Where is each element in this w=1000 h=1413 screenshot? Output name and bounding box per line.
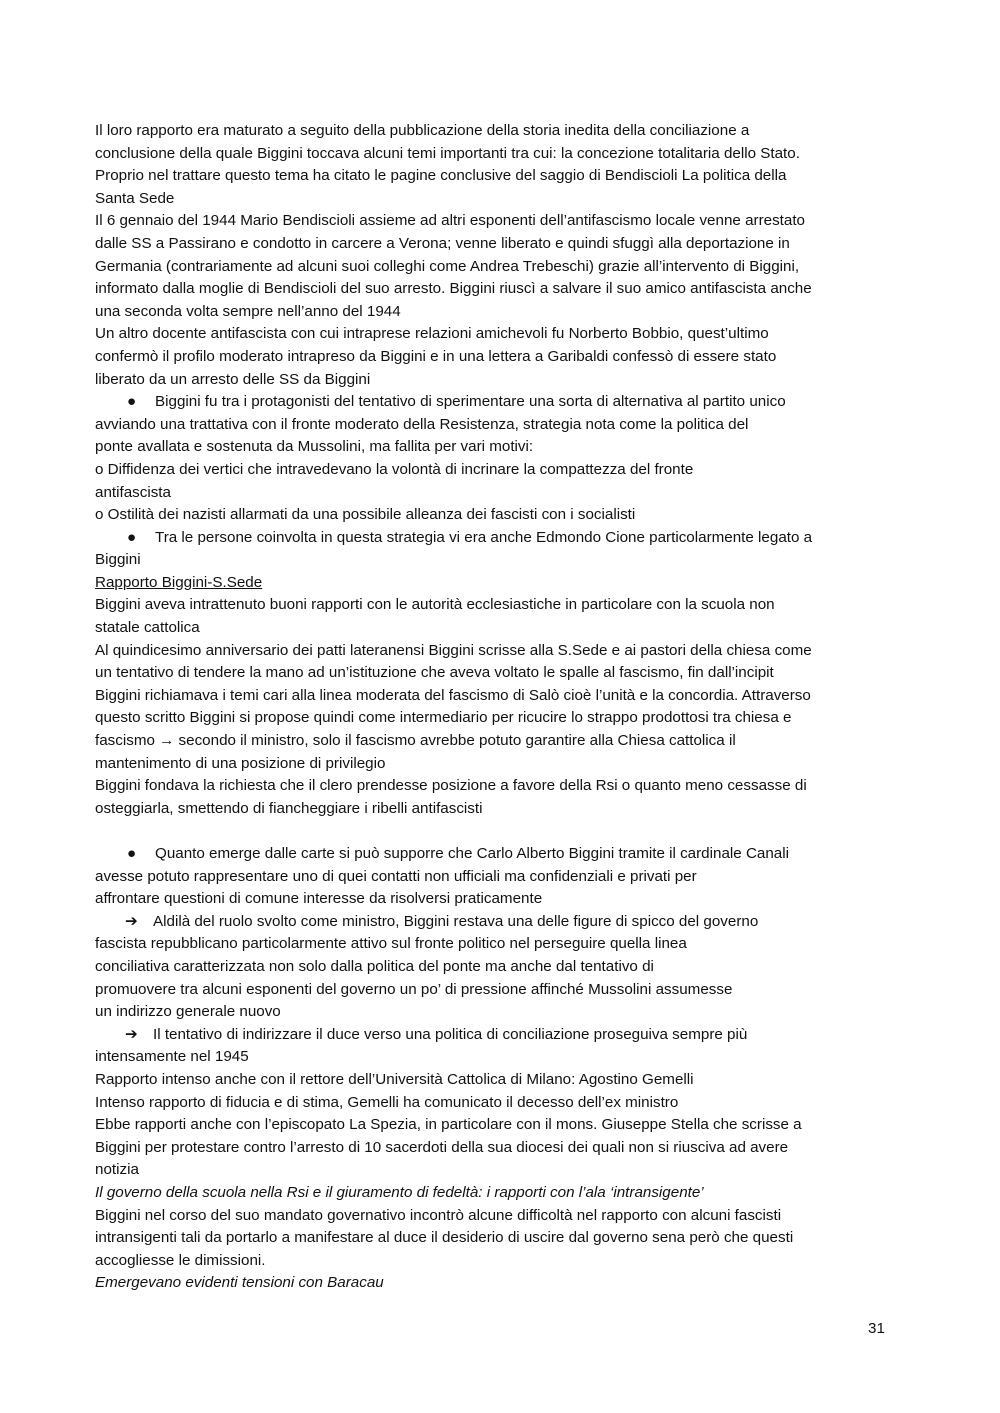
- text-line: dalle SS a Passirano e condotto in carcere a Verona; venne liberato e quindi sfuggì alla deportazione in: [95, 234, 790, 252]
- bullet-text: Biggini fu tra i protagonisti del tentativo di sperimentare una sorta di alternativa al partito unico: [155, 393, 786, 411]
- text-line: statale cattolica: [95, 619, 200, 637]
- text-line: avviando una trattativa con il fronte moderato della Resistenza, strategia nota come la politica del: [95, 415, 749, 433]
- text-line: Il loro rapporto era maturato a seguito della pubblicazione della storia inedita della conciliazione a: [95, 122, 750, 139]
- arrow-text: Aldilà del ruolo svolto come ministro, Biggini restava una delle figure di spicco del governo: [153, 912, 759, 930]
- arrow-item: [95, 1024, 900, 1047]
- text-line: o Diffidenza dei vertici che intravedevano la volontà di incrinare la compattezza del fronte: [95, 460, 694, 478]
- text-line: Biggini: [95, 551, 141, 569]
- arrow-right-icon: ➔: [125, 1025, 138, 1043]
- text-line: conclusione della quale Biggini toccava alcuni temi importanti tra cui: la concezione totalitaria dello Stato.: [95, 144, 800, 162]
- text-line: Biggini aveva intrattenuto buoni rapporti con le autorità ecclesiastiche in particolare con la scuola non: [95, 596, 775, 614]
- blank-line: [95, 820, 900, 843]
- text-line: confermò il profilo moderato intrapreso da Biggini e in una lettera a Garibaldi confessò di essere stato: [95, 347, 777, 365]
- text-line: affrontare questioni di comune interesse da risolversi praticamente: [95, 890, 543, 908]
- arrow-text: Il tentativo di indirizzare il duce verso una politica di conciliazione proseguiva sempre più: [153, 1025, 748, 1043]
- document-body: [95, 120, 900, 1295]
- text-line: Proprio nel trattare questo tema ha citato le pagine conclusive del saggio di Bendiscioli La politica della: [95, 167, 787, 185]
- text-line: ponte avallata e sostenuta da Mussolini, ma fallita per vari motivi:: [95, 438, 534, 456]
- text-line: notizia: [95, 1161, 139, 1179]
- text-line: avesse potuto rappresentare uno di quei contatti non ufficiali ma confidenziali e privati per: [95, 867, 697, 885]
- bullet-icon: ●: [127, 845, 137, 862]
- text-line: un tentativo di tendere la mano ad un’istituzione che aveva voltato le spalle al fascismo, fin dall’incipit: [95, 664, 774, 682]
- text-line: intensamente nel 1945: [95, 1048, 249, 1066]
- text-line: Ebbe rapporti anche con l’episcopato La Spezia, in particolare con il mons. Giuseppe Stella che scrisse a: [95, 1116, 802, 1134]
- text-line: Biggini nel corso del suo mandato governativo incontrò alcune difficoltà nel rapporto con alcuni fascisti: [95, 1206, 782, 1224]
- bullet-text: Quanto emerge dalle carte si può supporre che Carlo Alberto Biggini tramite il cardinale Canali: [155, 845, 789, 862]
- italic-heading: Il governo della scuola nella Rsi e il giuramento di fedeltà: i rapporti con l’ala ‘intransigente’: [95, 1183, 704, 1201]
- arrow-right-icon: ➔: [125, 912, 138, 930]
- text-line: antifascista: [95, 483, 171, 501]
- text-line: Intenso rapporto di fiducia e di stima, Gemelli ha comunicato il decesso dell’ex ministro: [95, 1093, 679, 1111]
- bullet-text: Tra le persone coinvolta in questa strategia vi era anche Edmondo Cione particolarmente legato a: [155, 528, 813, 546]
- text-line: Biggini per protestare contro l’arresto di 10 sacerdoti della sua diocesi dei quali non si riusciva ad avere: [95, 1138, 789, 1156]
- arrow-item: [95, 911, 900, 934]
- bullet-item: [95, 843, 900, 866]
- bullet-icon: ●: [127, 528, 137, 546]
- text-line: Il 6 gennaio del 1944 Mario Bendiscioli assieme ad altri esponenti dell’antifascismo locale venne arrestato: [95, 212, 806, 230]
- text-line: Germania (contrariamente ad alcuni suoi colleghi come Andrea Trebeschi) grazie all’intervento di Biggini,: [95, 257, 800, 275]
- text-line: Un altro docente antifascista con cui intraprese relazioni amichevoli fu Norberto Bobbio, quest’ultimo: [95, 325, 769, 343]
- text-line: Santa Sede: [95, 189, 175, 207]
- text-line: fascismo → secondo il ministro, solo il fascismo avrebbe potuto garantire alla Chiesa cattolica il: [95, 732, 736, 750]
- text-line: Rapporto intenso anche con il rettore dell’Università Cattolica di Milano: Agostino Gemelli: [95, 1070, 694, 1088]
- text-line: Biggini fondava la richiesta che il clero prendesse posizione a favore della Rsi o quanto meno cessasse di: [95, 777, 807, 795]
- text-line: osteggiarla, smettendo di fiancheggiare i ribelli antifascisti: [95, 799, 483, 817]
- text-line: o Ostilità dei nazisti allarmati da una possibile alleanza dei fascisti con i socialisti: [95, 506, 636, 524]
- text-line: un indirizzo generale nuovo: [95, 1003, 281, 1021]
- text-line: promuovere tra alcuni esponenti del governo un po’ di pressione affinché Mussolini assumesse: [95, 980, 733, 998]
- bullet-item: [95, 527, 900, 550]
- bullet-item: [95, 391, 900, 414]
- text-line: mantenimento di una posizione di privilegio: [95, 754, 386, 772]
- text-line: intransigenti tali da portarlo a manifestare al duce il desiderio di uscire dal governo sena però che questi: [95, 1229, 794, 1247]
- bullet-icon: ●: [127, 393, 137, 411]
- italic-heading: Emergevano evidenti tensioni con Baracau: [95, 1274, 384, 1292]
- text-line: informato dalla moglie di Bendiscioli del suo arresto. Biggini riuscì a salvare il suo amico antifascista anche: [95, 280, 812, 298]
- text-line: liberato da un arresto delle SS da Biggini: [95, 370, 371, 388]
- text-line: Biggini richiamava i temi cari alla linea moderata del fascismo di Salò cioè l’unità e la concordia. Attraverso: [95, 686, 811, 704]
- section-heading: Rapporto Biggini-S.Sede: [95, 573, 263, 591]
- page-number: 31: [868, 1320, 885, 1337]
- text-line: una seconda volta sempre nell’anno del 1944: [95, 302, 401, 320]
- text-line: Al quindicesimo anniversario dei patti lateranensi Biggini scrisse alla S.Sede e ai pastori della chiesa come: [95, 641, 812, 659]
- text-line: accogliesse le dimissioni.: [95, 1251, 266, 1269]
- text-line: conciliativa caratterizzata non solo dalla politica del ponte ma anche dal tentativo di: [95, 957, 654, 975]
- text-line: fascista repubblicano particolarmente attivo sul fronte politico nel perseguire quella linea: [95, 935, 687, 953]
- text-line: questo scritto Biggini si propose quindi come intermediario per ricucire lo strappo prodottosi tra chiesa e: [95, 709, 792, 727]
